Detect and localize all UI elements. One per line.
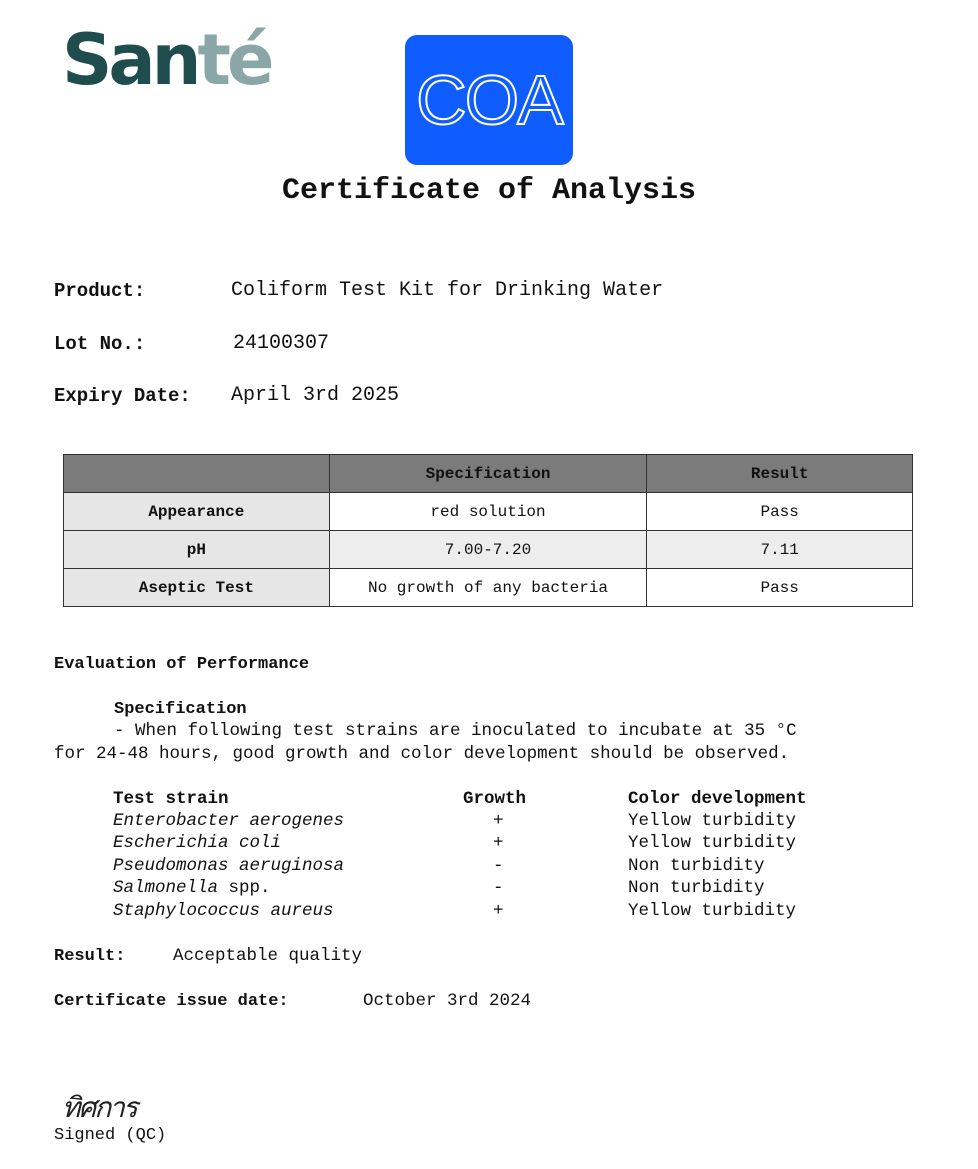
specification-heading: Specification: [114, 700, 247, 719]
strain-name: Salmonella: [113, 878, 219, 898]
list-item: [113, 833, 281, 853]
signature-mark: ทิศการ: [62, 1091, 136, 1124]
row-result: Pass: [647, 569, 913, 607]
strain-header-name: Test strain: [113, 789, 229, 809]
strain-color: Yellow turbidity: [628, 901, 797, 921]
lot-label: Lot No.:: [54, 333, 146, 355]
evaluation-heading: Evaluation of Performance: [54, 655, 310, 674]
strain-header-color: Color development: [628, 789, 807, 809]
strain-suffix: spp.: [218, 878, 271, 898]
result-value: Acceptable quality: [173, 946, 363, 966]
result-label: Result:: [54, 947, 126, 966]
row-item: Appearance: [64, 493, 330, 531]
strain-color: Yellow turbidity: [628, 811, 797, 831]
strain-growth: -: [493, 856, 504, 876]
table-row: [64, 493, 913, 531]
expiry-label: Expiry Date:: [54, 385, 191, 407]
row-item: Aseptic Test: [64, 569, 330, 607]
issue-date-label: Certificate issue date:: [54, 992, 289, 1011]
spec-line-2: for 24-48 hours, good growth and color development should be observed.: [54, 744, 790, 764]
list-item: [113, 811, 344, 831]
coa-badge-text: COA: [416, 61, 562, 139]
row-spec: No growth of any bacteria: [329, 569, 647, 607]
strain-name: Enterobacter aerogenes: [113, 811, 345, 831]
row-result: Pass: [647, 493, 913, 531]
table-row: [64, 531, 913, 569]
table-row: [64, 569, 913, 607]
strain-color: Yellow turbidity: [628, 833, 797, 853]
strain-name: Escherichia coli: [113, 833, 282, 853]
sante-logo: [62, 20, 270, 100]
strain-growth: +: [493, 811, 504, 831]
row-spec: 7.00-7.20: [329, 531, 647, 569]
strain-name: Pseudomonas aeruginosa: [113, 856, 345, 876]
logo-text-tail: é: [226, 19, 271, 101]
table-header-blank: [64, 455, 330, 493]
issue-date-value: October 3rd 2024: [363, 991, 532, 1011]
spec-table: [63, 454, 913, 607]
list-item: [113, 856, 344, 876]
coa-badge: [405, 35, 573, 165]
strain-growth: +: [493, 833, 504, 853]
expiry-value: April 3rd 2025: [231, 384, 400, 407]
strain-header-growth: Growth: [463, 789, 527, 809]
strain-name: Staphylococcus aureus: [113, 901, 334, 921]
lot-value: 24100307: [233, 332, 330, 355]
spec-line-1: - When following test strains are inoculated to incubate at 35 °C: [114, 721, 797, 741]
logo-text-dark: San: [62, 19, 198, 101]
logo-text-light: t: [197, 19, 227, 101]
document-title: Certificate of Analysis: [281, 174, 697, 208]
product-label: Product:: [54, 280, 146, 302]
strain-color: Non turbidity: [628, 856, 765, 876]
row-spec: red solution: [329, 493, 647, 531]
row-result: 7.11: [647, 531, 913, 569]
strain-growth: +: [493, 901, 504, 921]
product-value: Coliform Test Kit for Drinking Water: [231, 279, 664, 302]
strain-growth: -: [493, 878, 504, 898]
signed-caption: Signed (QC): [54, 1126, 167, 1145]
strain-color: Non turbidity: [628, 878, 765, 898]
list-item: [113, 901, 334, 921]
list-item: [113, 878, 271, 898]
table-header-row: [64, 455, 913, 493]
table-header-result: Result: [647, 455, 913, 493]
table-header-specification: Specification: [329, 455, 647, 493]
row-item: pH: [64, 531, 330, 569]
